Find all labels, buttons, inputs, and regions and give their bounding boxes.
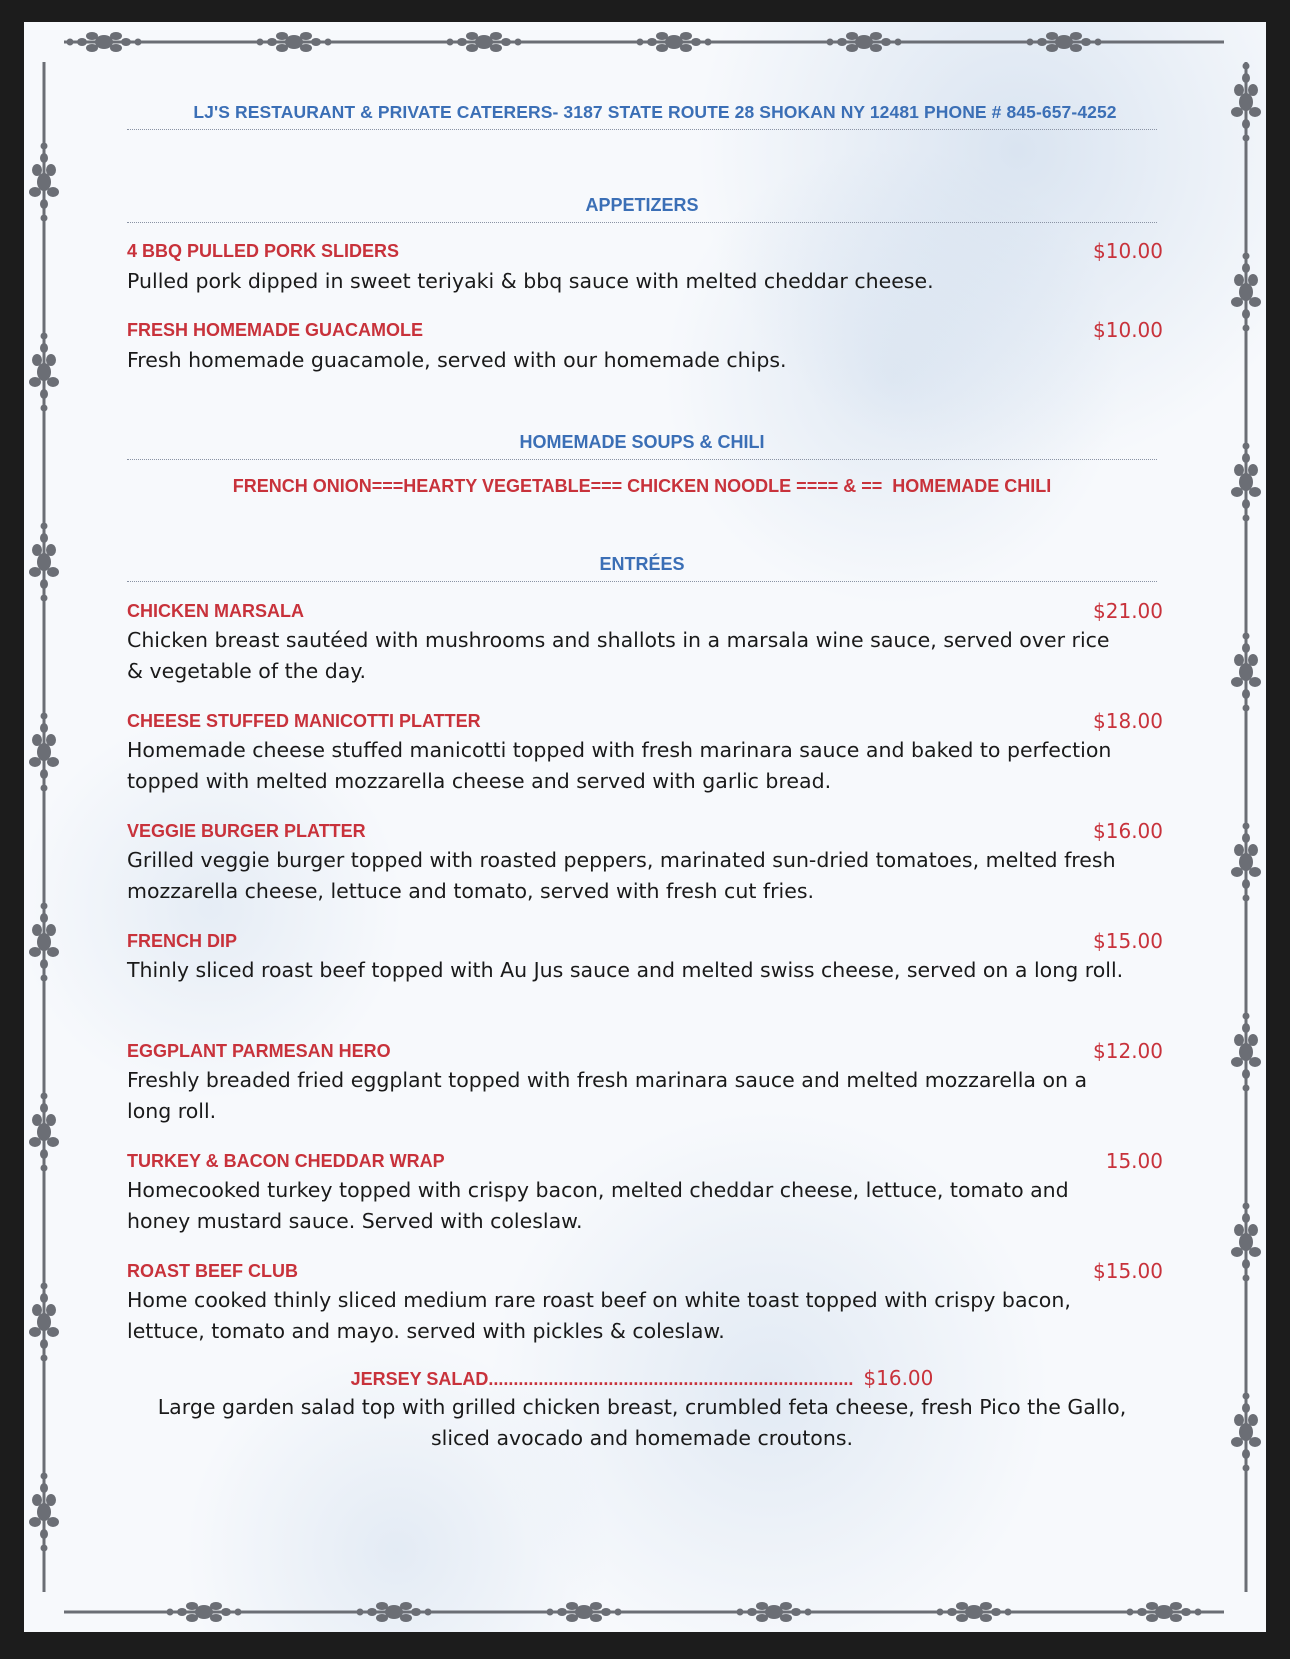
appetizers-heading: APPETIZERS (585, 195, 699, 215)
soups-list: FRENCH ONION===HEARTY VEGETABLE=== CHICKEN NOODLE ==== & == HOMEMADE CHILI (232, 476, 1052, 496)
salad-heading-line (127, 1366, 1157, 1390)
menu-item-price: $10.00 (1093, 239, 1163, 263)
menu-item-price: $12.00 (1093, 1039, 1163, 1063)
menu-item-price: $10.00 (1093, 318, 1163, 342)
menu-item-price: $15.00 (1093, 1259, 1163, 1283)
menu-item-name: CHICKEN MARSALA (127, 601, 304, 621)
menu-item-description: Chicken breast sautéed with mushrooms and shallots in a marsala wine sauce, served over rice & vegetable of the day. (127, 628, 1110, 683)
menu-item-name: 4 BBQ PULLED PORK SLIDERS (127, 241, 400, 261)
menu-item-name: TURKEY & BACON CHEDDAR WRAP (127, 1151, 445, 1171)
menu-item-description: Pulled pork dipped in sweet teriyaki & bbq sauce with melted cheddar cheese. (127, 269, 934, 293)
menu-item-name: VEGGIE BURGER PLATTER (127, 821, 366, 841)
menu-item-price: $15.00 (1093, 929, 1163, 953)
soups-heading: HOMEMADE SOUPS & CHILI (519, 432, 765, 452)
menu-item-name: EGGPLANT PARMESAN HERO (127, 1041, 391, 1061)
menu-item-description: Home cooked thinly sliced medium rare roast beef on white toast topped with crispy bacon, lettuce, tomato and mayo. served with pickles & coleslaw. (127, 1288, 1071, 1343)
appetizers-divider (127, 222, 1157, 223)
menu-item-price: $18.00 (1093, 709, 1163, 733)
menu-item-price: $21.00 (1093, 599, 1163, 623)
restaurant-contact-header: LJ'S RESTAURANT & PRIVATE CATERERS- 3187 STATE ROUTE 28 SHOKAN NY 12481 PHONE # 845-657-4252 (193, 102, 1117, 122)
menu-item-description: Thinly sliced roast beef topped with Au Jus sauce and melted swiss cheese, served on a long roll. (127, 958, 1124, 982)
menu-item-name: CHEESE STUFFED MANICOTTI PLATTER (127, 711, 481, 731)
menu-item-price: $16.00 (1093, 819, 1163, 843)
menu-item-name: FRENCH DIP (127, 931, 238, 951)
menu-item-description: Homecooked turkey topped with crispy bacon, melted cheddar cheese, lettuce, tomato and honey mustard sauce. Served with coleslaw. (127, 1178, 1069, 1233)
menu-item-description: Grilled veggie burger topped with roasted peppers, marinated sun-dried tomatoes, melted fresh mozzarella cheese, lettuce and tomato, served with fresh cut fries. (127, 848, 1116, 903)
salad-name: JERSEY SALAD......................................................................... (350, 1369, 854, 1389)
entrees-heading: ENTRÉES (599, 554, 685, 574)
salad-price: $16.00 (863, 1366, 934, 1390)
header-divider (127, 129, 1157, 130)
menu-item-description: Homemade cheese stuffed manicotti topped with fresh marinara sauce and baked to perfection topped with melted mozzarella cheese and served with garlic bread. (127, 738, 1112, 793)
menu-item-price: 15.00 (1105, 1149, 1163, 1173)
menu-item-description: Fresh homemade guacamole, served with our homemade chips. (127, 348, 787, 372)
menu-item-name: ROAST BEEF CLUB (127, 1261, 298, 1281)
salad-description: Large garden salad top with grilled chicken breast, crumbled feta cheese, fresh Pico the Gallo, sliced avocado and homemade croutons. (157, 1395, 1127, 1450)
soups-divider (127, 459, 1157, 460)
menu-item-name: FRESH HOMEMADE GUACAMOLE (127, 320, 423, 340)
menu-item-description: Freshly breaded fried eggplant topped with fresh marinara sauce and melted mozzarella on a long roll. (127, 1068, 1088, 1123)
entrees-divider (127, 581, 1157, 582)
